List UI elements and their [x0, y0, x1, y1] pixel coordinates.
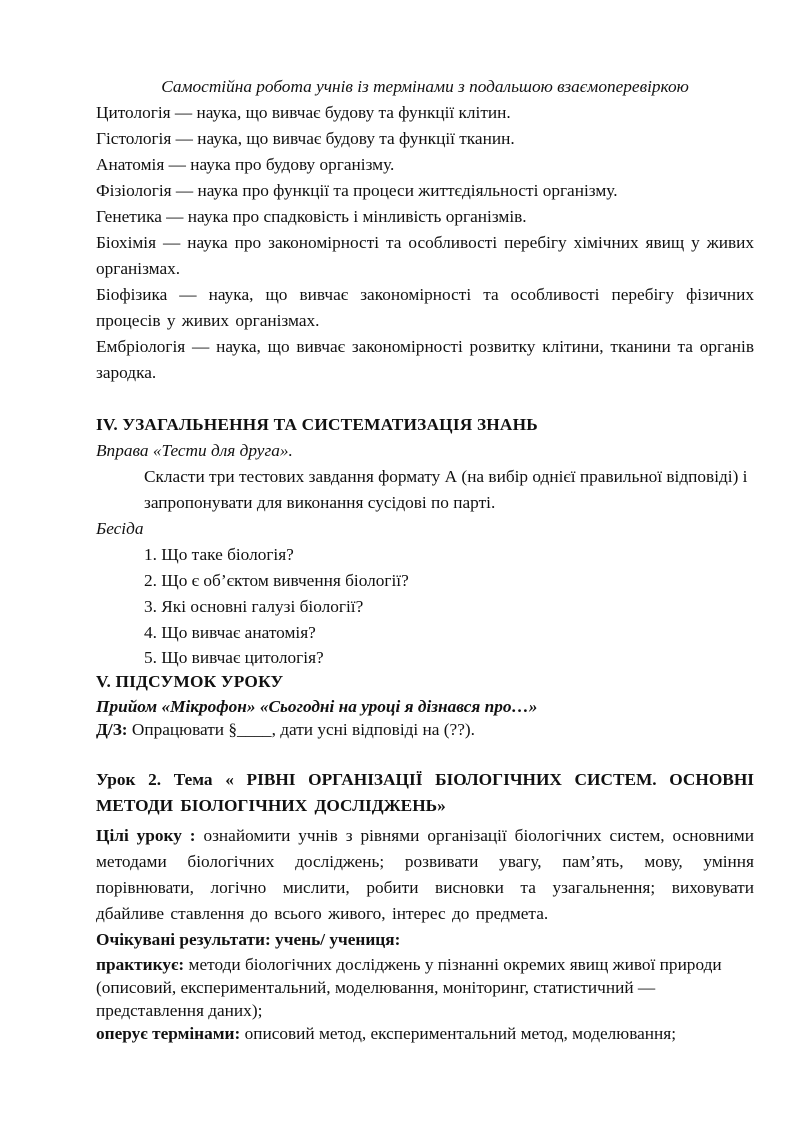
term-biochemistry: Біохімія — наука про закономірності та особливості перебігу хімічних явищ у живих організмах.	[96, 233, 754, 278]
homework-line	[96, 718, 754, 741]
term-histology: Гістологія — наука, що вивчає будову та функції тканин.	[96, 129, 515, 148]
lesson-2-title: РІВНІ ОРГАНІЗАЦІЇ БІОЛОГІЧНИХ СИСТЕМ. ОСНОВНІ МЕТОДИ БІОЛОГІЧНИХ ДОСЛІДЖЕНЬ»	[96, 770, 754, 815]
spacer	[96, 386, 754, 412]
homework-text: Опрацювати §____, дати усні відповіді на (??).	[127, 720, 475, 739]
question-item: 1. Що таке біологія?	[144, 545, 294, 564]
practices-text: методи біологічних досліджень у пізнанні окремих явищ живої природи (описовий, експериментальний, моделювання, моніторинг, статистичний — представлення даних);	[96, 955, 722, 1020]
term-embryology: Ембріологія — наука, що вивчає закономірності розвитку клітини, тканини та органів зародка.	[96, 337, 754, 382]
section-4-heading: IV. УЗАГАЛЬНЕННЯ ТА СИСТЕМАТИЗАЦІЯ ЗНАНЬ	[96, 415, 538, 434]
question-item: 4. Що вивчає анатомія?	[144, 623, 316, 642]
term-biophysics: Біофізика — наука, що вивчає закономірності та особливості перебігу фізичних процесів у живих організмах.	[96, 285, 754, 330]
spacer	[96, 741, 754, 767]
terms-line	[96, 1022, 754, 1045]
question-item: 3. Які основні галузі біології?	[144, 597, 364, 616]
exercise-text: Скласти три тестових завдання формату А (на вибір однієї правильної відповіді) і запропонувати для виконання сусідові по парті.	[144, 467, 748, 512]
lesson-2-heading	[96, 767, 754, 819]
exercise-title: Вправа «Тести для друга».	[96, 441, 293, 460]
lesson-2-prefix: Урок 2. Тема «	[96, 770, 247, 789]
questions-list	[96, 542, 754, 669]
section-5-heading: V. ПІДСУМОК УРОКУ	[96, 672, 284, 691]
goals-label: Цілі уроку :	[96, 826, 196, 845]
goals-text: ознайомити учнів з рівнями організації біологічних систем, основними методами біологічних досліджень; розвивати увагу, пам’ять, мову, уміння порівнювати, логічно мислити, робити висновки та узагальнення; виховувати дбайливе ставлення до всього живого, інтерес до предмета.	[96, 826, 754, 923]
lesson-goals	[96, 823, 754, 927]
term-anatomy: Анатомія — наука про будову організму.	[96, 155, 395, 174]
microphone-technique: Прийом «Мікрофон» «Сьогодні на уроці я дізнався про…»	[96, 697, 538, 716]
question-item: 2. Що є об’єктом вивчення біології?	[144, 571, 409, 590]
expected-results-label: Очікувані результати: учень/ учениця:	[96, 930, 401, 949]
terms-label: оперує термінами:	[96, 1024, 241, 1043]
practices-line	[96, 953, 754, 1022]
talk-title: Бесіда	[96, 519, 144, 538]
term-cytology: Цитологія — наука, що вивчає будову та функції клітин.	[96, 103, 511, 122]
term-genetics: Генетика — наука про спадковість і мінливість організмів.	[96, 207, 527, 226]
terms-text: описовий метод, експериментальний метод, моделювання;	[240, 1024, 677, 1043]
homework-label: Д/З:	[96, 720, 128, 739]
term-physiology: Фізіологія — наука про функції та процеси життєдіяльності організму.	[96, 181, 618, 200]
practices-label: практикує:	[96, 955, 185, 974]
self-work-title: Самостійна робота учнів із термінами з подальшою взаємоперевіркою	[161, 77, 689, 96]
question-item: 5. Що вивчає цитологія?	[144, 648, 324, 667]
